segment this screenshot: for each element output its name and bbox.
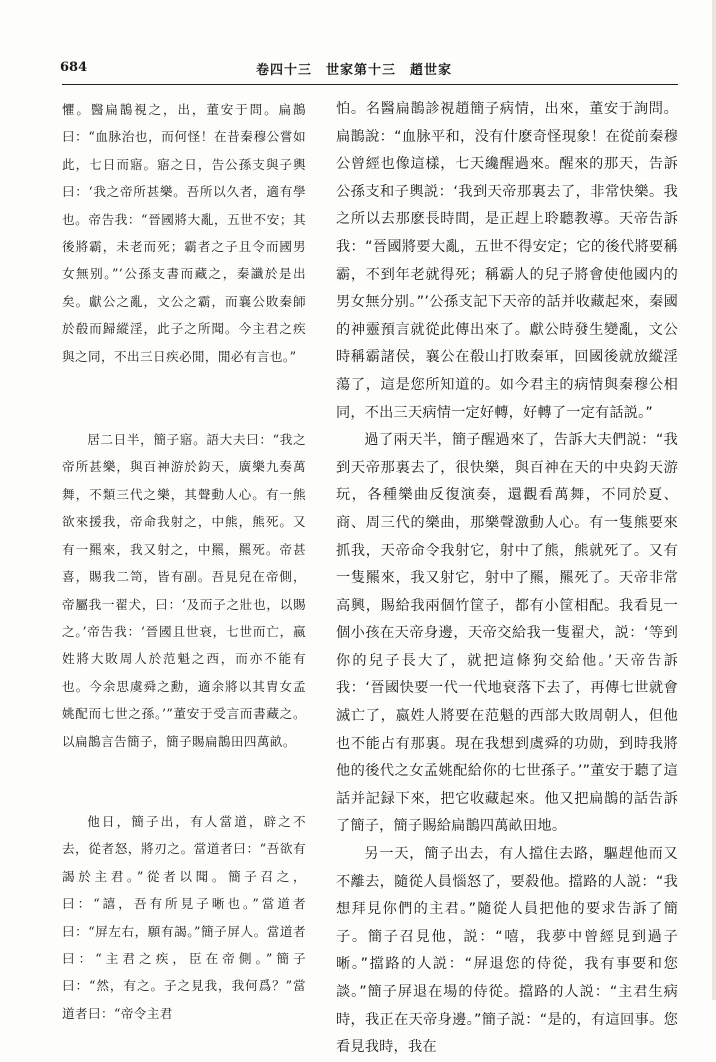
translation-paragraph-2: 過了兩天半，簡子醒過來了，告訴大夫們説：“我到天帝那裏去了，很快樂，與百神在天的中央鈞天游玩，各種樂曲反復演奏，還觀看萬舞，不同於夏、商、周三代的樂曲，那樂聲激動人心。有一隻熊要來抓我，天帝命令我射它，射中了熊，熊就死了。又有一隻羆來，我又射它，射中了羆，羆死了。天帝非常高興，賜給我兩個竹筐子，都有小筐相配。我看見一個小孩在天帝身邊，天帝交給我一隻翟犬，説：‘等到你的兒子長大了，就把這條狗交給他。’天帝告訴我：‘晉國快要一代一代地衰落下去了，再傳七世就會滅亡了，嬴姓人將要在范魁的西部大敗周朝人，但他也不能占有那裏。現在我想到虞舜的功勋，到時我將他的後代之女孟姚配給你的七世孫子。’”董安于聽了這話并記録下來，把它收藏起來。他又把扁鵲的話告訴了簡子，簡子賜給扁鵲四萬畝田地。 bbox=[336, 432, 678, 835]
page-number: 684 bbox=[60, 60, 88, 75]
scan-edge bbox=[712, 0, 716, 1000]
header-rule bbox=[62, 84, 678, 85]
classical-paragraph-1: 懼。醫扁鵲視之，出，董安于問。扁鵲曰：“血脉治也，而何怪！在昔秦穆公嘗如此，七日而寤。寤之日，告公孫支與子輿曰：‘我之帝所甚樂。吾所以久者，適有學也。帝告我：“晉國將大亂，五世不安；其後將霸，未老而死；霸者之子且令而國男女無别。”’公孫支書而藏之，秦讖於是出矣。獻公之亂，文公之霸，而襄公敗秦師於殽而歸縱淫，此子之所聞。今主君之疾與之同，不出三日疾必閒，閒必有言也。” bbox=[62, 102, 306, 364]
translation-paragraph-1: 怕。名醫扁鵲診視趙簡子病情，出來，董安于詢問。扁鵲說：“血脉平和，没有什麽奇怪現象！在從前秦穆公曾經也像這樣，七天纔醒過來。醒來的那天，告訴公孫支和子輿説：‘我到天帝那裏去了，非常快樂。我之所以去那麽長時間，是正趕上聆聽教導。天帝告訴我：“晉國將要大亂，五世不得安定；它的後代將要稱霸，不到年老就得死；稱霸人的兒子將會使他國内的男女無分别。”’公孫支記下天帝的話并收藏起來，秦國的神靈預言就從此傳出來了。獻公時發生變亂，文公時稱霸諸侯，襄公在殽山打敗秦軍，回國後就放縱淫蕩了，這是您所知道的。如今君主的病情與秦穆公相同，不出三天病情一定好轉，好轉了一定有話説。” bbox=[336, 101, 678, 421]
classical-paragraph-3: 他日，簡子出，有人當道，辟之不去，從者怒，將刃之。當道者曰：“吾欲有謁於主君。”從者以聞。簡子召之，曰：“譆，吾有所見子晰也。”當道者曰：“屏左右，願有謁。”簡子屏人。當道者曰：“主君之疾，臣在帝側。”簡子曰：“然，有之。子之見我，我何爲？”當道者曰：“帝令主君 bbox=[62, 813, 306, 1021]
classical-paragraph-2: 居二日半，簡子寤。語大夫曰：“我之帝所甚樂，與百神游於鈞天，廣樂九奏萬舞，不類三代之樂，其聲動人心。有一熊欲來援我，帝命我射之，中熊，熊死。又有一羆來，我又射之，中羆，羆死。帝甚喜，賜我二笥，皆有副。吾見兒在帝側，帝屬我一翟犬，曰：‘及而子之壯也，以賜之。’帝告我：‘晉國且世衰，七世而亡，嬴姓將大敗周人於范魁之西，而亦不能有也。今余思虞舜之勳，適余將以其胄女孟姚配而七世之孫。’”董安于受言而書藏之。以扁鵲言告簡子，簡子賜扁鵲田四萬畝。 bbox=[62, 432, 306, 749]
translation-paragraph-3: 另一天，簡子出去，有人擋住去路，驅趕他而又不離去，隨從人員惱怒了，要殺他。擋路的人説：“我想拜見你們的主君。”隨從人員把他的要求告訴了簡子。簡子召見他，説：“嘻，我夢中曾經見到過子晰。”擋路的人説：“屏退您的侍從，我有事要和您談。”簡子屏退在場的侍從。擋路的人説：“主君生病時，我正在天帝身邊。”簡子説：“是的，有這回事。您看見我時，我在 bbox=[336, 846, 678, 1056]
page-header bbox=[60, 56, 680, 82]
translation-text-column bbox=[336, 96, 678, 1062]
running-title: 卷四十三 世家第十三 趙世家 bbox=[256, 63, 453, 78]
classical-text-column bbox=[62, 96, 306, 1027]
